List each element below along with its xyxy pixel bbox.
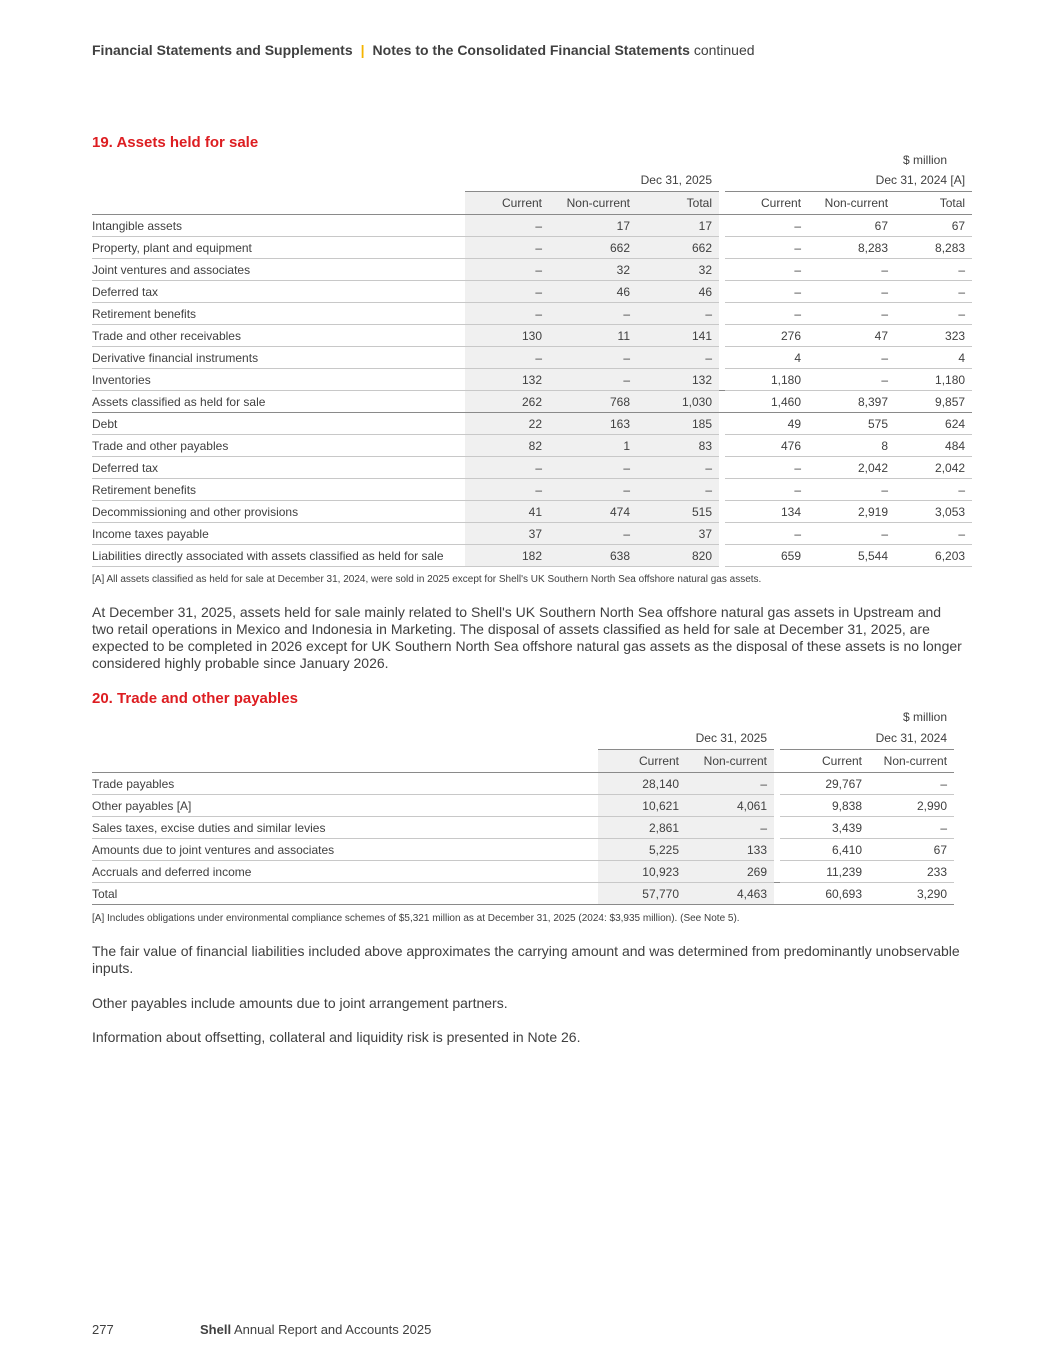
table-cell: – xyxy=(725,523,808,545)
table-row xyxy=(92,259,972,281)
table-cell: – xyxy=(808,259,895,281)
table-cell: 5,544 xyxy=(808,545,895,567)
period-2025: Dec 31, 2025 xyxy=(465,169,719,192)
table-cell: 8,397 xyxy=(808,391,895,413)
table-cell: 32 xyxy=(637,259,719,281)
table-cell: – xyxy=(725,259,808,281)
table-cell: 133 xyxy=(686,839,774,861)
note20-paragraph: The fair value of financial liabilities included above approximates the carrying amount and was determined from predominantly unobservable inputs. xyxy=(92,943,960,976)
table-row xyxy=(92,817,954,839)
col-header: Current xyxy=(780,750,869,773)
table-cell: 46 xyxy=(637,281,719,303)
table-row xyxy=(92,839,954,861)
period-header-row xyxy=(92,169,972,192)
table-cell: 10,621 xyxy=(598,795,686,817)
table-cell: 233 xyxy=(869,861,954,883)
table-cell: 49 xyxy=(725,413,808,435)
header-subsection: Notes to the Consolidated Financial Statements xyxy=(372,42,690,58)
table-cell: – xyxy=(808,369,895,391)
note20-paragraph: Other payables include amounts due to joint arrangement partners. xyxy=(92,995,508,1011)
col-header: Non-current xyxy=(686,750,774,773)
col-header: Current xyxy=(465,192,549,215)
table-cell: 2,042 xyxy=(895,457,972,479)
row-label: Assets classified as held for sale xyxy=(92,391,465,413)
table-cell: 3,439 xyxy=(780,817,869,839)
table-cell: 134 xyxy=(725,501,808,523)
table-cell: – xyxy=(808,523,895,545)
table-cell: – xyxy=(465,259,549,281)
table-cell: 662 xyxy=(549,237,637,259)
period-2024: Dec 31, 2024 xyxy=(780,727,954,750)
table-cell: 1,180 xyxy=(895,369,972,391)
table-cell: 638 xyxy=(549,545,637,567)
table-cell: – xyxy=(549,479,637,501)
table-cell: – xyxy=(549,457,637,479)
col-header: Total xyxy=(637,192,719,215)
table-cell: 1,180 xyxy=(725,369,808,391)
note19-unit: $ million xyxy=(902,153,947,167)
table-row xyxy=(92,795,954,817)
table-cell: – xyxy=(725,479,808,501)
table-row xyxy=(92,861,954,883)
period-header-row xyxy=(92,727,954,750)
note20-footnote: [A] Includes obligations under environmental compliance schemes of $5,321 million as at December 31, 2025 (2024: $3,935 million). (See Note 5). xyxy=(92,913,740,924)
table-cell: – xyxy=(686,773,774,795)
col-header: Non-current xyxy=(549,192,637,215)
table-cell: 132 xyxy=(637,369,719,391)
note20-unit: $ million xyxy=(902,710,947,724)
table-row xyxy=(92,435,972,457)
row-label: Debt xyxy=(92,413,465,435)
table-row xyxy=(92,391,972,413)
footer-brand: Shell xyxy=(200,1322,232,1337)
table-cell: – xyxy=(869,817,954,839)
table-cell: 659 xyxy=(725,545,808,567)
table-cell: 8,283 xyxy=(895,237,972,259)
page-number: 277 xyxy=(92,1322,114,1337)
header-section: Financial Statements and Supplements xyxy=(92,42,353,58)
table-cell: 476 xyxy=(725,435,808,457)
table-cell: – xyxy=(465,479,549,501)
table-cell: 4,463 xyxy=(686,883,774,905)
table-row xyxy=(92,281,972,303)
col-header: Current xyxy=(725,192,808,215)
table-cell: 4,061 xyxy=(686,795,774,817)
table-cell: – xyxy=(895,303,972,325)
row-label: Retirement benefits xyxy=(92,479,465,501)
table-cell: – xyxy=(465,457,549,479)
table-cell: 662 xyxy=(637,237,719,259)
table-cell: 60,693 xyxy=(780,883,869,905)
trade-payables-table xyxy=(92,727,954,905)
table-row xyxy=(92,457,972,479)
note19-paragraph: At December 31, 2025, assets held for sale mainly related to Shell's UK Southern North Sea offshore natural gas assets in Upstream and two retail operations in Mexico and Indonesia in Marketing. The disposal of assets classified as held for sale at December 31, 2025, are expected to be completed in 2026 except for UK Southern North Sea offshore natural gas assets as the disposal of these assets is no longer considered highly probable since January 2026. xyxy=(92,604,962,671)
table-cell: 624 xyxy=(895,413,972,435)
table-cell: 47 xyxy=(808,325,895,347)
table-cell: 132 xyxy=(465,369,549,391)
note19-title: 19. Assets held for sale xyxy=(92,134,259,151)
table-cell: – xyxy=(465,347,549,369)
period-2024: Dec 31, 2024 [A] xyxy=(725,169,972,192)
table-cell: 32 xyxy=(549,259,637,281)
table-cell: 276 xyxy=(725,325,808,347)
table-cell: – xyxy=(895,523,972,545)
table-cell: – xyxy=(808,303,895,325)
table-cell: 8 xyxy=(808,435,895,457)
table-row xyxy=(92,215,972,237)
row-label: Inventories xyxy=(92,369,465,391)
table-cell: – xyxy=(549,303,637,325)
table-cell: 141 xyxy=(637,325,719,347)
row-label: Derivative financial instruments xyxy=(92,347,465,369)
col-header: Non-current xyxy=(869,750,954,773)
table-cell: – xyxy=(895,281,972,303)
table-cell: 10,923 xyxy=(598,861,686,883)
row-label: Deferred tax xyxy=(92,457,465,479)
table-cell: 67 xyxy=(808,215,895,237)
table-row xyxy=(92,347,972,369)
table-cell: 575 xyxy=(808,413,895,435)
table-cell: 130 xyxy=(465,325,549,347)
row-label: Decommissioning and other provisions xyxy=(92,501,465,523)
table-cell: 474 xyxy=(549,501,637,523)
row-label: Retirement benefits xyxy=(92,303,465,325)
table-cell: 2,042 xyxy=(808,457,895,479)
table-cell: – xyxy=(465,281,549,303)
table-cell: 820 xyxy=(637,545,719,567)
table-cell: – xyxy=(637,347,719,369)
table-cell: 2,990 xyxy=(869,795,954,817)
row-label: Property, plant and equipment xyxy=(92,237,465,259)
table-cell: 2,919 xyxy=(808,501,895,523)
table-cell: 37 xyxy=(637,523,719,545)
row-label: Trade payables xyxy=(92,773,598,795)
table-cell: – xyxy=(895,479,972,501)
row-label: Total xyxy=(92,883,598,905)
row-label: Liabilities directly associated with assets classified as held for sale xyxy=(92,545,465,567)
period-2025: Dec 31, 2025 xyxy=(598,727,774,750)
table-cell: – xyxy=(869,773,954,795)
table-row xyxy=(92,325,972,347)
row-label: Intangible assets xyxy=(92,215,465,237)
table-cell: – xyxy=(725,457,808,479)
table-cell: 3,290 xyxy=(869,883,954,905)
table-cell: 269 xyxy=(686,861,774,883)
table-cell: – xyxy=(637,303,719,325)
table-cell: 4 xyxy=(725,347,808,369)
table-cell: – xyxy=(895,259,972,281)
table-cell: 5,225 xyxy=(598,839,686,861)
table-cell: – xyxy=(465,237,549,259)
table-row xyxy=(92,303,972,325)
table-cell: 67 xyxy=(895,215,972,237)
table-cell: 182 xyxy=(465,545,549,567)
table-cell: 2,861 xyxy=(598,817,686,839)
table-row xyxy=(92,479,972,501)
table-cell: 22 xyxy=(465,413,549,435)
table-row xyxy=(92,773,954,795)
table-cell: – xyxy=(465,303,549,325)
table-row xyxy=(92,369,972,391)
table-cell: – xyxy=(465,215,549,237)
table-cell: 82 xyxy=(465,435,549,457)
table-cell: 29,767 xyxy=(780,773,869,795)
table-cell: 9,857 xyxy=(895,391,972,413)
column-header-row xyxy=(92,750,954,773)
table-cell: 185 xyxy=(637,413,719,435)
col-header: Current xyxy=(598,750,686,773)
footer-report: Annual Report and Accounts 2025 xyxy=(233,1322,432,1337)
table-cell: – xyxy=(686,817,774,839)
row-label: Joint ventures and associates xyxy=(92,259,465,281)
table-cell: 41 xyxy=(465,501,549,523)
table-row xyxy=(92,883,954,905)
note19-footnote: [A] All assets classified as held for sale at December 31, 2024, were sold in 2025 except for Shell's UK Southern North Sea offshore natural gas assets. xyxy=(92,574,762,585)
row-label: Accruals and deferred income xyxy=(92,861,598,883)
table-cell: – xyxy=(808,479,895,501)
table-cell: 1 xyxy=(549,435,637,457)
row-label: Amounts due to joint ventures and associates xyxy=(92,839,598,861)
table-cell: – xyxy=(725,303,808,325)
row-label: Income taxes payable xyxy=(92,523,465,545)
table-cell: – xyxy=(637,457,719,479)
column-header-row xyxy=(92,192,972,215)
table-cell: 8,283 xyxy=(808,237,895,259)
header-separator: | xyxy=(360,42,365,58)
row-label: Other payables [A] xyxy=(92,795,598,817)
table-cell: 1,460 xyxy=(725,391,808,413)
row-label: Deferred tax xyxy=(92,281,465,303)
table-cell: 37 xyxy=(465,523,549,545)
header-suffix: continued xyxy=(693,42,755,58)
table-cell: 768 xyxy=(549,391,637,413)
table-cell: 515 xyxy=(637,501,719,523)
table-cell: 11 xyxy=(549,325,637,347)
col-header: Total xyxy=(895,192,972,215)
table-cell: – xyxy=(549,347,637,369)
assets-held-for-sale-table xyxy=(92,169,972,567)
table-cell: 484 xyxy=(895,435,972,457)
table-cell: 163 xyxy=(549,413,637,435)
table-cell: 28,140 xyxy=(598,773,686,795)
row-label: Sales taxes, excise duties and similar levies xyxy=(92,817,598,839)
table-row xyxy=(92,523,972,545)
footer-title xyxy=(200,1322,431,1337)
table-cell: – xyxy=(549,369,637,391)
table-cell: – xyxy=(808,281,895,303)
table-cell: – xyxy=(725,281,808,303)
table-cell: 6,203 xyxy=(895,545,972,567)
table-cell: 9,838 xyxy=(780,795,869,817)
note20-paragraph: Information about offsetting, collateral and liquidity risk is presented in Note 26. xyxy=(92,1029,581,1045)
table-cell: – xyxy=(725,237,808,259)
table-cell: 67 xyxy=(869,839,954,861)
row-label: Trade and other receivables xyxy=(92,325,465,347)
table-cell: 11,239 xyxy=(780,861,869,883)
table-cell: 4 xyxy=(895,347,972,369)
row-label: Trade and other payables xyxy=(92,435,465,457)
table-row xyxy=(92,413,972,435)
table-cell: 262 xyxy=(465,391,549,413)
table-cell: 83 xyxy=(637,435,719,457)
table-cell: – xyxy=(637,479,719,501)
table-cell: 1,030 xyxy=(637,391,719,413)
page-header xyxy=(92,42,755,58)
table-cell: 57,770 xyxy=(598,883,686,905)
col-header: Non-current xyxy=(808,192,895,215)
table-cell: – xyxy=(808,347,895,369)
table-row xyxy=(92,501,972,523)
table-cell: 3,053 xyxy=(895,501,972,523)
table-cell: 46 xyxy=(549,281,637,303)
table-row xyxy=(92,237,972,259)
table-cell: 17 xyxy=(549,215,637,237)
table-cell: 323 xyxy=(895,325,972,347)
note20-title: 20. Trade and other payables xyxy=(92,690,298,707)
table-cell: 17 xyxy=(637,215,719,237)
table-cell: – xyxy=(549,523,637,545)
table-row xyxy=(92,545,972,567)
table-cell: 6,410 xyxy=(780,839,869,861)
table-cell: – xyxy=(725,215,808,237)
